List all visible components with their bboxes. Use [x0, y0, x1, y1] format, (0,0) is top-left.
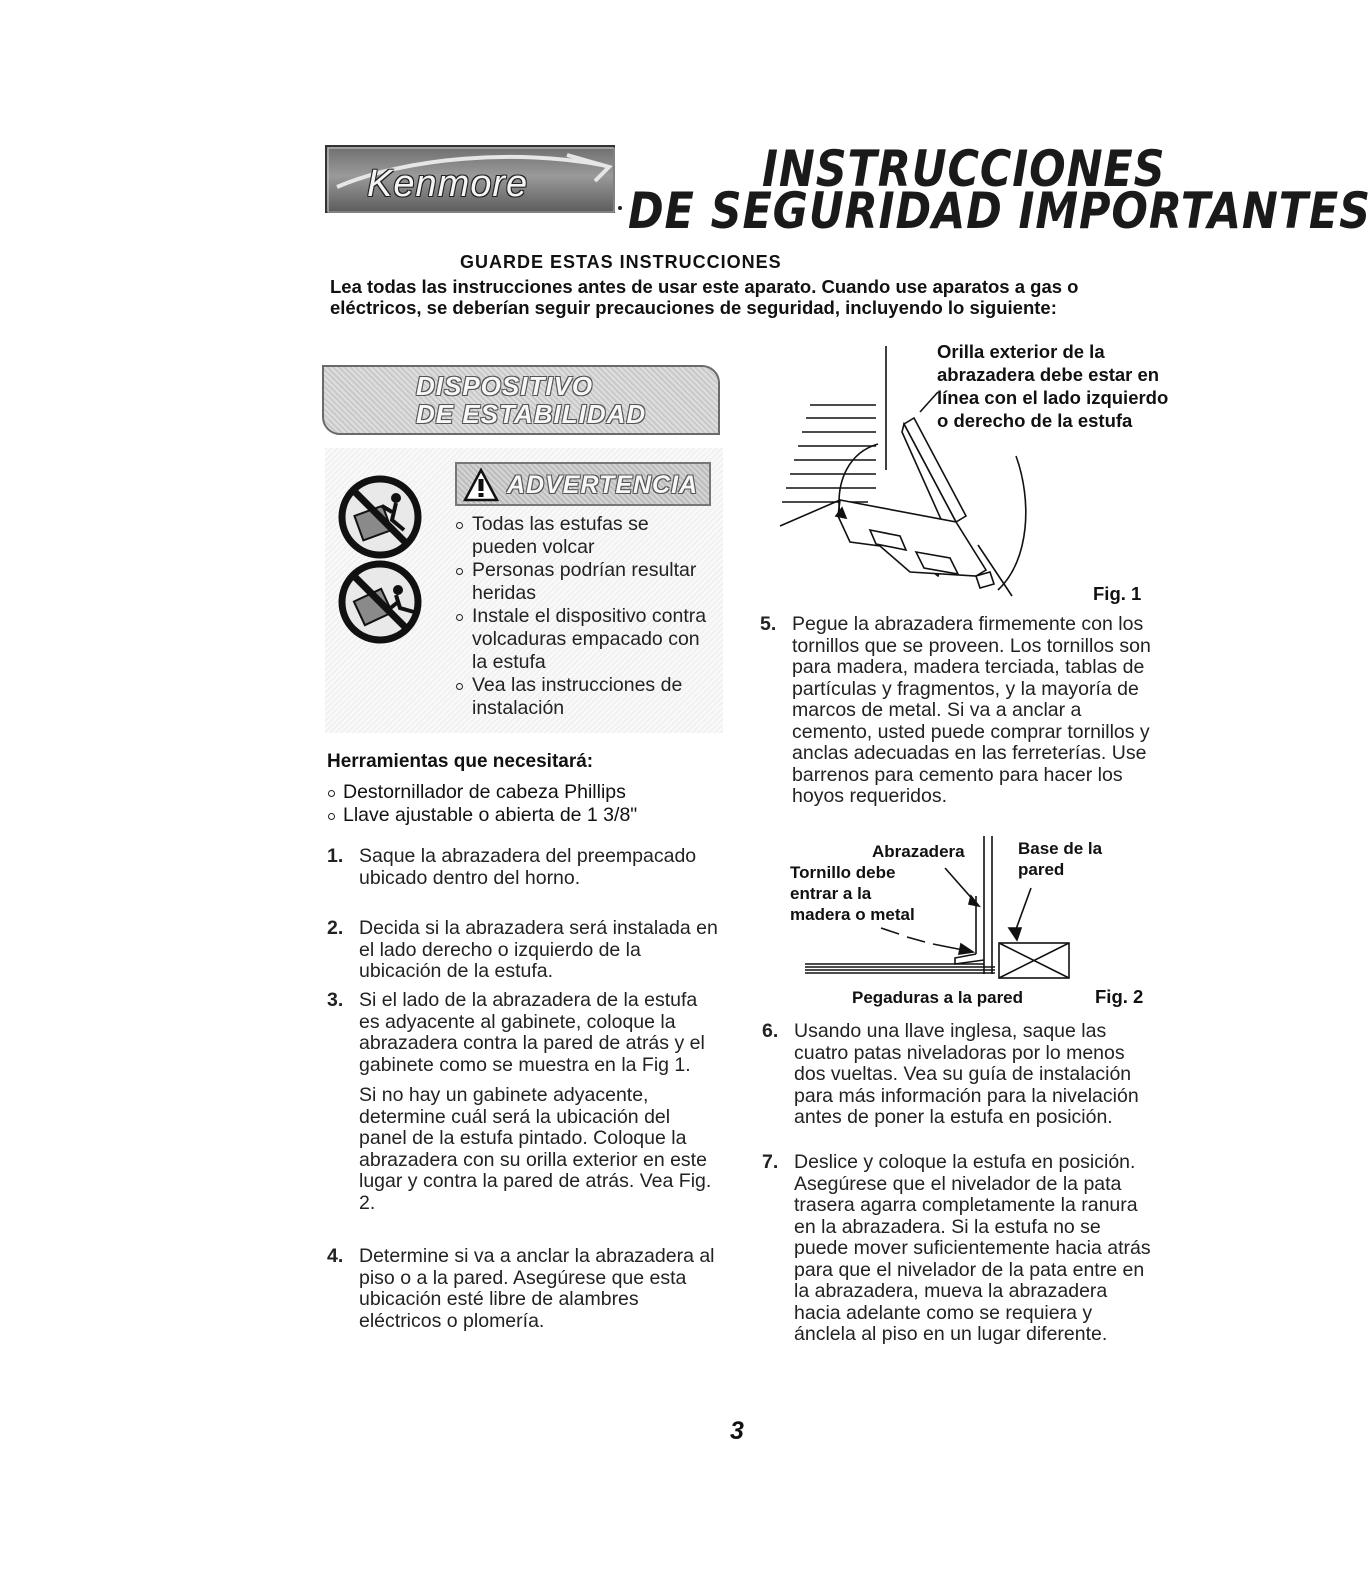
- step-4: [327, 1246, 727, 1336]
- warning-item: Personas podrían resultar heridas: [454, 559, 719, 605]
- no-tip-icons: [330, 472, 440, 652]
- figure-2-screw-label: Tornillo debe entrar a la madera o metal: [790, 863, 915, 924]
- figure-2-bracket-label: Abrazadera: [872, 842, 965, 861]
- step-text: Pegue la abrazadera firmemente con los tornillos que se proveen. Los tornillos son para madera, madera terciada, tablas de partículas y fragmentos, y la mayoría de marcos de metal. Si va a anclar a cemento, usted puede comprar tornillos y anclas adecuadas en las ferreterías. Use barrenos para cemento para hacer los hoyos requeridos.: [792, 613, 1151, 807]
- warning-item: Instale el dispositivo contra volcaduras empacado con la estufa: [454, 605, 719, 674]
- figure-1-caption: Fig. 1: [1093, 583, 1142, 604]
- step-7: [762, 1152, 1162, 1392]
- step-2: [327, 918, 727, 984]
- tool-item: Llave ajustable o abierta de 1 3/8": [327, 804, 727, 827]
- step-text: Deslice y coloque la estufa en posición. Asegúrese que el nivelador de la pata trasera agarra completamente la ranura en la abrazadera. Si la estufa no se puede mover suficientemente hacia atrás para que el nivelador de la pata entre en la abrazadera, mueva la abrazadera hacia adelante como se requiera y ánclela al piso en un lugar diferente.: [794, 1151, 1151, 1345]
- step-number: 4.: [327, 1245, 344, 1267]
- figure-2-bottom-label: Pegaduras a la pared: [852, 988, 1024, 1007]
- lead-paragraph: Lea todas las instrucciones antes de usar este aparato. Cuando use aparatos a gas o eléctricos, se deberían seguir precauciones de seguridad, incluyendo lo siguiente:: [330, 276, 1079, 318]
- subtitle: GUARDE ESTAS INSTRUCCIONES: [460, 252, 782, 272]
- step-text: Si el lado de la abrazadera de la estufa es adyacente al gabinete, coloque la abrazadera contra la pared de atrás y el gabinete como se muestra en la Fig 1.: [359, 989, 705, 1076]
- step-3: [327, 990, 727, 1240]
- step-text: Saque la abrazadera del preempacado ubicado dentro del horno.: [359, 845, 697, 889]
- brand-name: Kenmore: [367, 163, 529, 205]
- no-tip-icon-2: [342, 564, 418, 640]
- step-1: [327, 846, 727, 912]
- step-text: Decida si la abrazadera será instalada en el lado derecho o izquierdo de la ubicación de la estufa.: [359, 917, 718, 982]
- no-tip-icon-1: [342, 479, 418, 555]
- warning-item: Todas las estufas se pueden volcar: [454, 513, 719, 559]
- tool-item: Destornillador de cabeza Phillips: [327, 781, 727, 804]
- step-number: 2.: [327, 917, 344, 939]
- step-6: [762, 1021, 1162, 1151]
- tools-heading: Herramientas que necesitará:: [327, 751, 594, 772]
- step-5: [760, 614, 1160, 828]
- warning-item: Vea las instrucciones de instalación: [454, 674, 719, 720]
- title-line-1: INSTRUCCIONES: [762, 140, 1166, 198]
- step-number: 7.: [762, 1151, 779, 1173]
- warning-list: [454, 513, 719, 720]
- step-number: 3.: [327, 989, 344, 1011]
- figure-1-label: Orilla exterior de la abrazadera debe estar en línea con el lado izquierdo o derecho de la estufa: [937, 341, 1169, 431]
- tools-list: [327, 781, 727, 827]
- page-number: 3: [730, 1417, 744, 1445]
- banner-line-2: DE ESTABILIDAD: [416, 399, 647, 429]
- title-line-2: DE SEGURIDAD IMPORTANTES: [628, 182, 1371, 240]
- banner-line-1: DISPOSITIVO: [416, 371, 594, 401]
- warning-triangle-icon: [463, 468, 499, 502]
- figure-2-caption: Fig. 2: [1095, 986, 1144, 1007]
- step-text-2: Si no hay un gabinete adyacente, determine cuál será la ubicación del panel de la estufa pintado. Coloque la abrazadera con su orilla exterior en este lugar y contra la pared de atrás. Vea Fig. 2.: [359, 1084, 712, 1214]
- logo-dot: [618, 206, 622, 210]
- stability-banner: [322, 365, 720, 435]
- step-number: 5.: [760, 613, 777, 635]
- step-number: 1.: [327, 845, 344, 867]
- figure-2-wall-base-label: Base de la pared: [1018, 839, 1103, 879]
- step-text: Determine si va a anclar la abrazadera al piso o a la pared. Asegúrese que esta ubicación esté libre de alambres eléctricos o plomería.: [359, 1245, 715, 1332]
- kenmore-logo: [325, 145, 615, 213]
- step-number: 6.: [762, 1020, 779, 1042]
- warning-header: [455, 462, 711, 506]
- warning-title: ADVERTENCIA: [507, 471, 699, 499]
- step-text: Usando una llave inglesa, saque las cuatro patas niveladoras por lo menos dos vueltas. Vea su guía de instalación para más información para la nivelación antes de poner la estufa en posición.: [794, 1020, 1139, 1128]
